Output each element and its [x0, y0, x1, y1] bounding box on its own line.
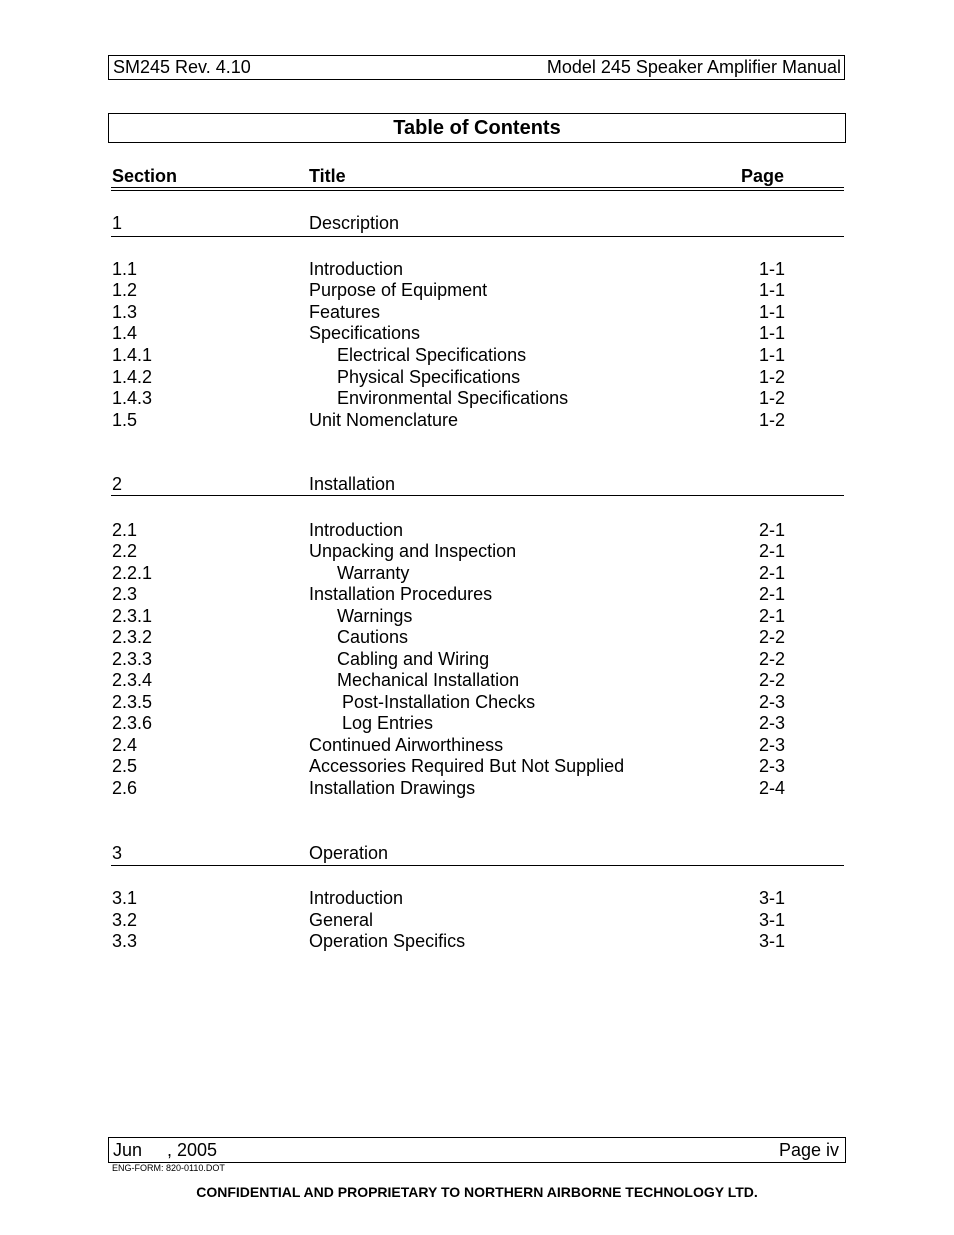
- page-number: 2-2: [759, 649, 786, 669]
- section-title: Physical Specifications: [337, 367, 521, 387]
- section-number: 1.5: [112, 410, 138, 430]
- toc-row: [0, 562, 954, 584]
- toc-row: [0, 777, 954, 799]
- page-number: 2-3: [759, 735, 786, 755]
- toc-row: [0, 712, 954, 734]
- section-title: Unit Nomenclature: [309, 410, 459, 430]
- page-number: 2-1: [759, 563, 786, 583]
- toc-row: [0, 930, 954, 952]
- section-number: 2.1: [112, 520, 138, 540]
- toc-row: [0, 279, 954, 301]
- page-number: 1-2: [759, 410, 786, 430]
- page-number: 3-1: [759, 931, 786, 951]
- toc-row: [0, 734, 954, 756]
- section-title: Introduction: [309, 520, 404, 540]
- form-identifier: ENG-FORM: 820-0110.DOT: [112, 1163, 225, 1173]
- section-number: 2: [112, 474, 123, 494]
- column-header-section: Section: [112, 166, 178, 186]
- section-number: 2.3.5: [112, 692, 153, 712]
- toc-row: [0, 387, 954, 409]
- page-number: 2-3: [759, 756, 786, 776]
- section-title: Introduction: [309, 888, 404, 908]
- page-number: 1-1: [759, 323, 786, 343]
- toc-row: [0, 322, 954, 344]
- section-title: Continued Airworthiness: [309, 735, 504, 755]
- section-title: Introduction: [309, 259, 404, 279]
- page-number: 3-1: [759, 910, 786, 930]
- section-title: Description: [309, 213, 400, 233]
- section-number: 3.1: [112, 888, 138, 908]
- toc-row: [0, 519, 954, 541]
- section-number: 1.4.2: [112, 367, 153, 387]
- toc-row: [0, 366, 954, 388]
- toc-row: [0, 909, 954, 931]
- footer-date: Jun , 2005: [113, 1139, 218, 1160]
- section-title: Operation Specifics: [309, 931, 466, 951]
- toc-row: [0, 887, 954, 909]
- section-rule: [111, 236, 844, 237]
- section-title: General: [309, 910, 374, 930]
- page-number: 2-2: [759, 627, 786, 647]
- section-title: Operation: [309, 843, 389, 863]
- section-rule: [111, 865, 844, 866]
- page-footer: [108, 1137, 846, 1163]
- page-number: 2-1: [759, 541, 786, 561]
- section-title: Electrical Specifications: [337, 345, 527, 365]
- section-title: Features: [309, 302, 381, 322]
- page-number: 1-1: [759, 259, 786, 279]
- toc-row: [0, 258, 954, 280]
- section-title: Cautions: [337, 627, 409, 647]
- section-number: 2.3.3: [112, 649, 153, 669]
- page-number: 2-2: [759, 670, 786, 690]
- page-number: 1-1: [759, 302, 786, 322]
- section-title: Installation Procedures: [309, 584, 493, 604]
- section-number: 2.6: [112, 778, 138, 798]
- section-rule: [111, 495, 844, 496]
- section-title: Installation Drawings: [309, 778, 476, 798]
- page-header: [108, 55, 845, 80]
- page-number: 2-3: [759, 713, 786, 733]
- section-number: 3.3: [112, 931, 138, 951]
- page-number: 2-1: [759, 606, 786, 626]
- section-number: 2.3.4: [112, 670, 153, 690]
- section-number: 2.2.1: [112, 563, 153, 583]
- toc-row: [0, 648, 954, 670]
- footer-page-number: Page iv: [778, 1139, 839, 1160]
- section-number: 3.2: [112, 910, 138, 930]
- section-number: 1: [112, 213, 123, 233]
- section-number: 1.4.1: [112, 345, 153, 365]
- section-number: 2.3: [112, 584, 138, 604]
- toc-row: [0, 691, 954, 713]
- toc-row: [0, 583, 954, 605]
- page-number: 1-1: [759, 280, 786, 300]
- toc-row: [0, 626, 954, 648]
- section-number: 2.2: [112, 541, 138, 561]
- toc-row: [0, 540, 954, 562]
- section-title: Purpose of Equipment: [309, 280, 488, 300]
- toc-section-heading: [0, 842, 954, 864]
- page-number: 2-1: [759, 584, 786, 604]
- column-header-page: Page: [741, 166, 785, 186]
- confidential-notice: CONFIDENTIAL AND PROPRIETARY TO NORTHERN AIRBORNE TECHNOLOGY LTD.: [196, 1184, 758, 1200]
- toc-section-heading: [0, 212, 954, 234]
- section-number: 3: [112, 843, 123, 863]
- section-number: 1.1: [112, 259, 138, 279]
- section-number: 2.3.6: [112, 713, 153, 733]
- page-number: 2-4: [759, 778, 786, 798]
- section-title: Cabling and Wiring: [337, 649, 490, 669]
- section-number: 2.3.2: [112, 627, 153, 647]
- section-title: Post-Installation Checks: [342, 692, 536, 712]
- column-header-title: Title: [309, 166, 346, 186]
- section-title: Unpacking and Inspection: [309, 541, 517, 561]
- section-number: 2.4: [112, 735, 138, 755]
- section-number: 2.3.1: [112, 606, 153, 626]
- section-number: 2.5: [112, 756, 138, 776]
- toc-row: [0, 301, 954, 323]
- section-title: Environmental Specifications: [337, 388, 569, 408]
- section-title: Log Entries: [342, 713, 434, 733]
- toc-title: Table of Contents: [108, 113, 846, 143]
- section-title: Mechanical Installation: [337, 670, 520, 690]
- toc-row: [0, 669, 954, 691]
- page-number: 1-2: [759, 388, 786, 408]
- section-title: Specifications: [309, 323, 421, 343]
- document-revision: SM245 Rev. 4.10: [113, 57, 251, 77]
- page-number: 1-1: [759, 345, 786, 365]
- section-title: Installation: [309, 474, 396, 494]
- page-number: 3-1: [759, 888, 786, 908]
- page-number: 1-2: [759, 367, 786, 387]
- section-number: 1.3: [112, 302, 138, 322]
- toc-row: [0, 409, 954, 431]
- section-number: 1.4: [112, 323, 138, 343]
- toc-section-heading: [0, 473, 954, 495]
- section-title: Warnings: [337, 606, 413, 626]
- section-number: 1.2: [112, 280, 138, 300]
- page-number: 2-1: [759, 520, 786, 540]
- section-title: Warranty: [337, 563, 410, 583]
- header-double-rule: [111, 187, 844, 191]
- section-number: 1.4.3: [112, 388, 153, 408]
- page-number: 2-3: [759, 692, 786, 712]
- toc-row: [0, 344, 954, 366]
- section-title: Accessories Required But Not Supplied: [309, 756, 625, 776]
- toc-row: [0, 755, 954, 777]
- manual-title: Model 245 Speaker Amplifier Manual: [546, 57, 841, 77]
- toc-row: [0, 605, 954, 627]
